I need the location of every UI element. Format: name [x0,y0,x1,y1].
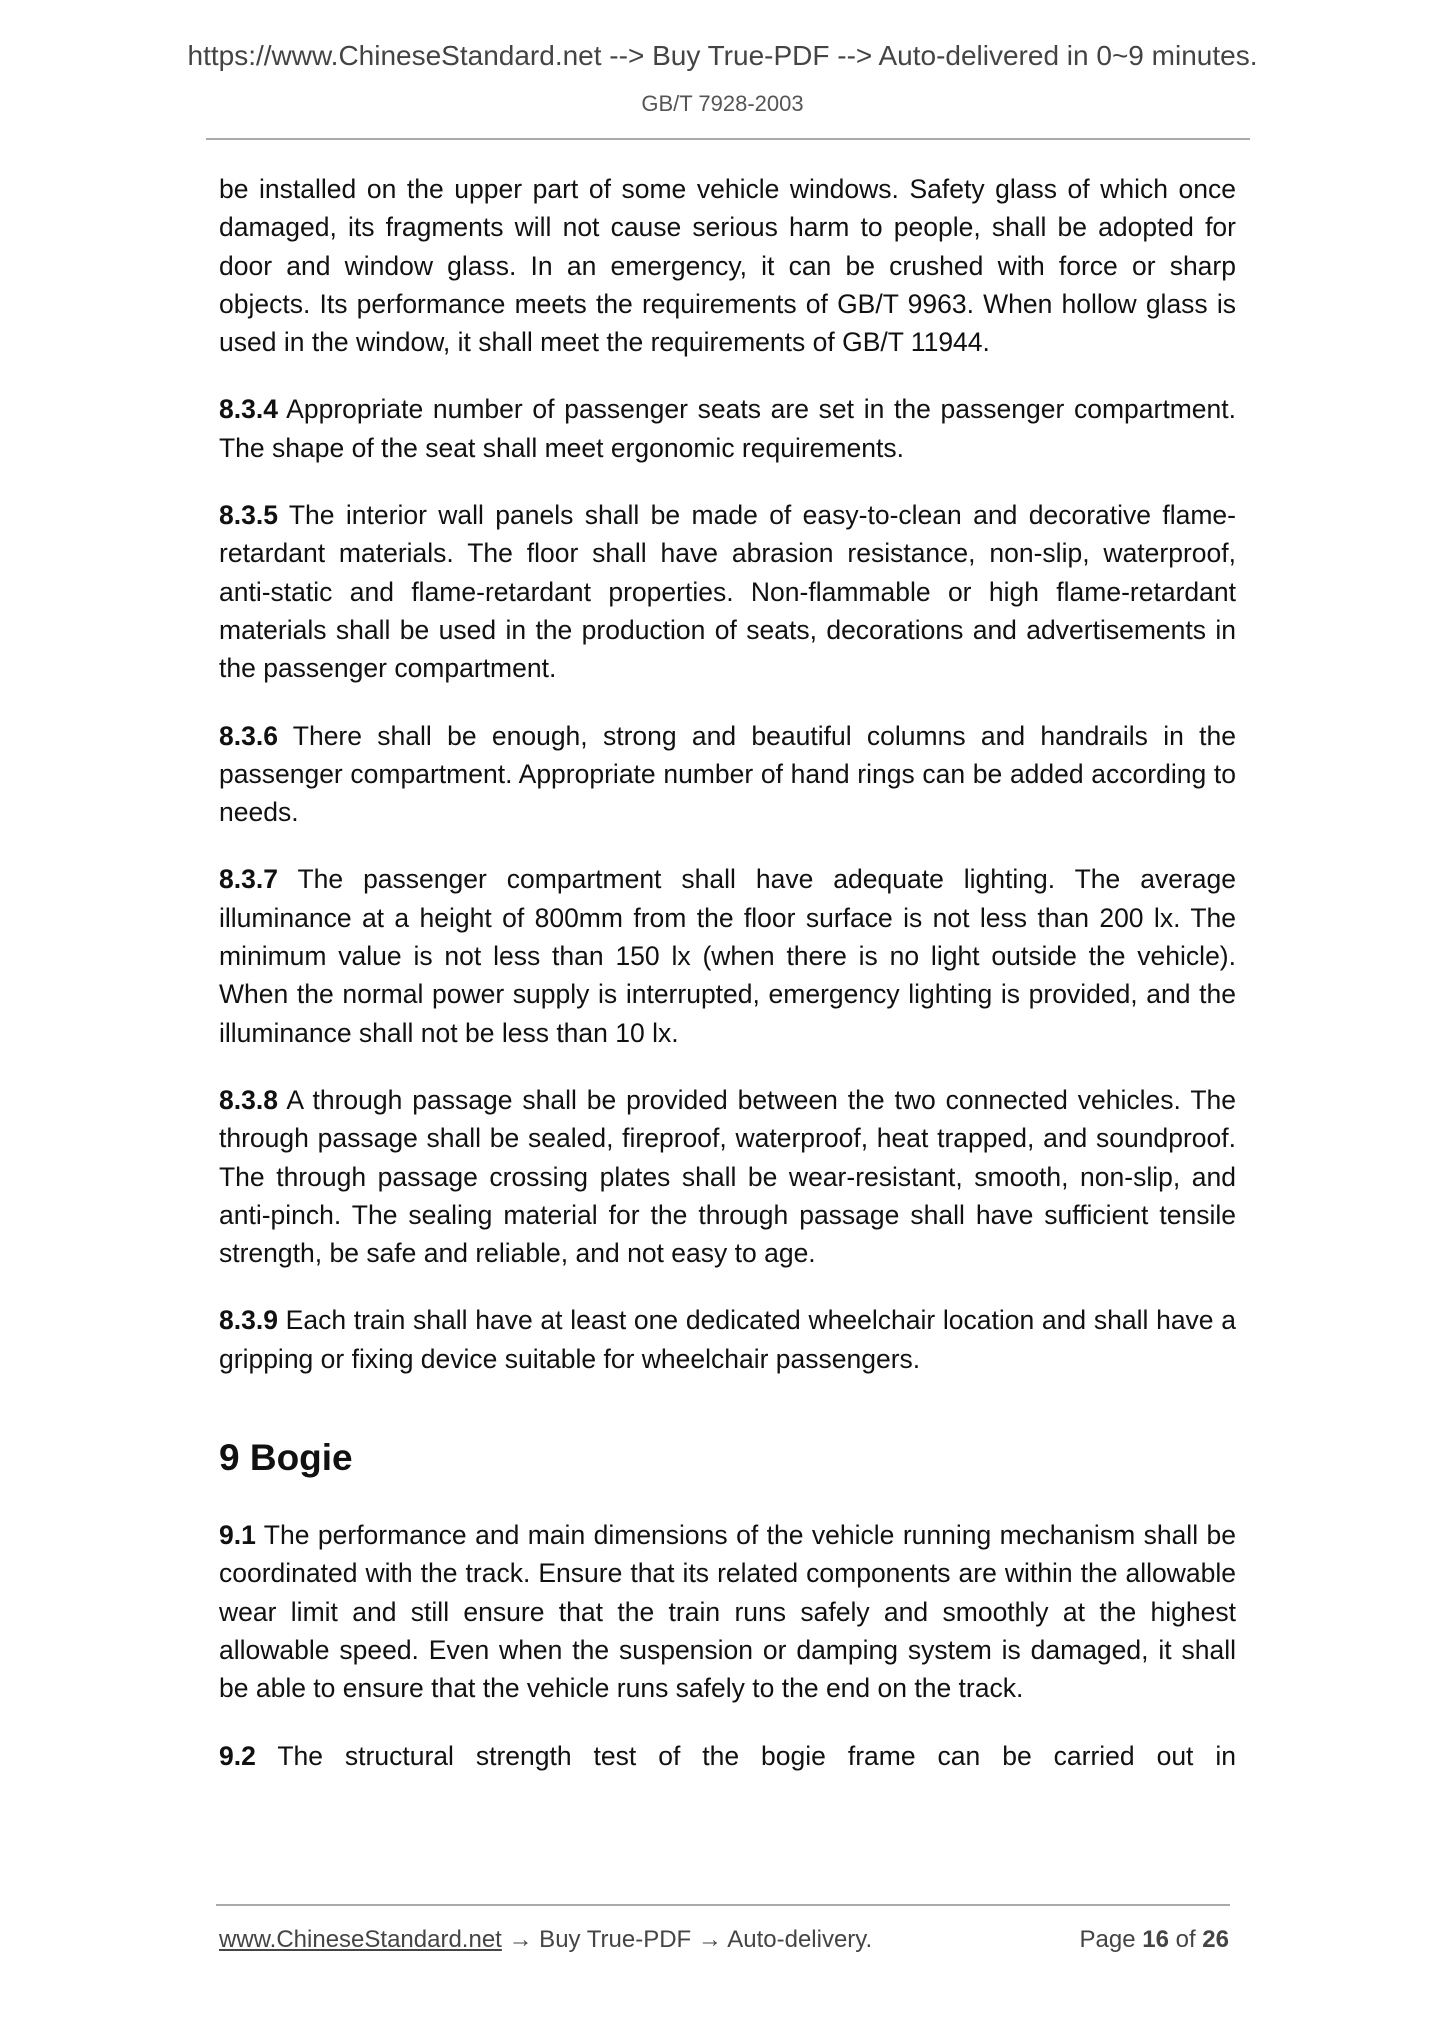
clause-number: 8.3.5 [219,500,278,531]
clause-8-3-4 [219,390,1236,467]
page-label: Page [1079,1926,1136,1953]
footer-left [219,1926,872,1954]
paragraph: be installed on the upper part of some vehicle windows. Safety glass of which once damaged, its fragments will not cause serious harm to people, shall be adopted for door and window glass. In an emergency, it can be crushed with force or sharp objects. Its performance meets the requirements of GB/T 9963. When hollow glass is used in the window, it shall meet the requirements of GB/T 11944. [219,174,1236,358]
clause-text: Each train shall have at least one dedicated wheelchair location and shall have a gripping or fixing device suitable for wheelchair passengers. [219,1305,1236,1374]
footer [219,1926,1229,1954]
clause-8-3-6 [219,717,1236,832]
clause-text: Appropriate number of passenger seats are set in the passenger compartment. The shape of the seat shall meet ergonomic requirements. [219,394,1236,463]
section-heading: 9 Bogie [219,1437,353,1479]
header-divider [206,138,1250,140]
page-indicator [1080,1926,1230,1954]
clause-number: 8.3.6 [219,720,278,751]
clause-number: 8.3.7 [219,864,278,895]
clause-text: The interior wall panels shall be made of easy-to-clean and decorative flame-retardant materials. The floor shall have abrasion resistance, non-slip, waterproof, anti-static and flame-retardant properties. Non-flammable or high flame-retardant materials shall be used in the production of seats, decorations and advertisements in the passenger compartment. [219,500,1236,684]
clause-number: 9.1 [219,1520,256,1551]
clause-text: The structural strength test of the bogie frame can be carried out in [255,1740,1236,1771]
clause-8-3-7 [219,860,1236,1051]
page-total: 26 [1202,1926,1229,1953]
clause-number: 8.3.8 [219,1084,278,1115]
clause-number: 9.2 [219,1740,256,1771]
site-link[interactable]: www.ChineseStandard.net [219,1926,502,1953]
document-body [219,170,1236,1804]
clause-9-1 [219,1516,1236,1707]
clause-text: There shall be enough, strong and beautiful columns and handrails in the passenger compartment. Appropriate number of hand rings can be added according to needs. [219,720,1236,828]
clause-number: 8.3.9 [219,1305,278,1336]
clause-9-2 [219,1737,1236,1775]
clause-text: The performance and main dimensions of the vehicle running mechanism shall be coordinated with the track. Ensure that its related components are within the allowable wear limit and still ensure that the train runs safely and smoothly at the highest allowable speed. Even when the suspension or damping system is damaged, it shall be able to ensure that the vehicle runs safely to the end on the track. [219,1520,1236,1704]
footer-divider [216,1904,1230,1906]
clause-number: 8.3.4 [219,394,278,425]
clause-8-3-9 [219,1301,1236,1378]
page-number: 16 [1142,1926,1169,1953]
clause-8-3-5 [219,496,1236,687]
clause-8-3-8 [219,1081,1236,1272]
of-label: of [1175,1926,1196,1953]
document-id: GB/T 7928-2003 [641,91,804,116]
clause-text: A through passage shall be provided between the two connected vehicles. The through passage shall be sealed, fireproof, waterproof, heat trapped, and soundproof. The through passage crossing plates shall be wear-resistant, smooth, non-slip, and anti-pinch. The sealing material for the through passage shall have sufficient tensile strength, be safe and reliable, and not easy to age. [219,1084,1236,1269]
clause-text: The passenger compartment shall have adequate lighting. The average illuminance at a height of 800mm from the floor surface is not less than 200 lx. The minimum value is not less than 150 lx (when there is no light outside the vehicle). When the normal power supply is interrupted, emergency lighting is provided, and the illuminance shall not be less than 10 lx. [219,864,1236,1048]
header-banner: https://www.ChineseStandard.net --> Buy True-PDF --> Auto-delivered in 0~9 minutes. [187,40,1258,71]
footer-tagline: → Buy True-PDF → Auto-delivery. [501,1926,873,1953]
